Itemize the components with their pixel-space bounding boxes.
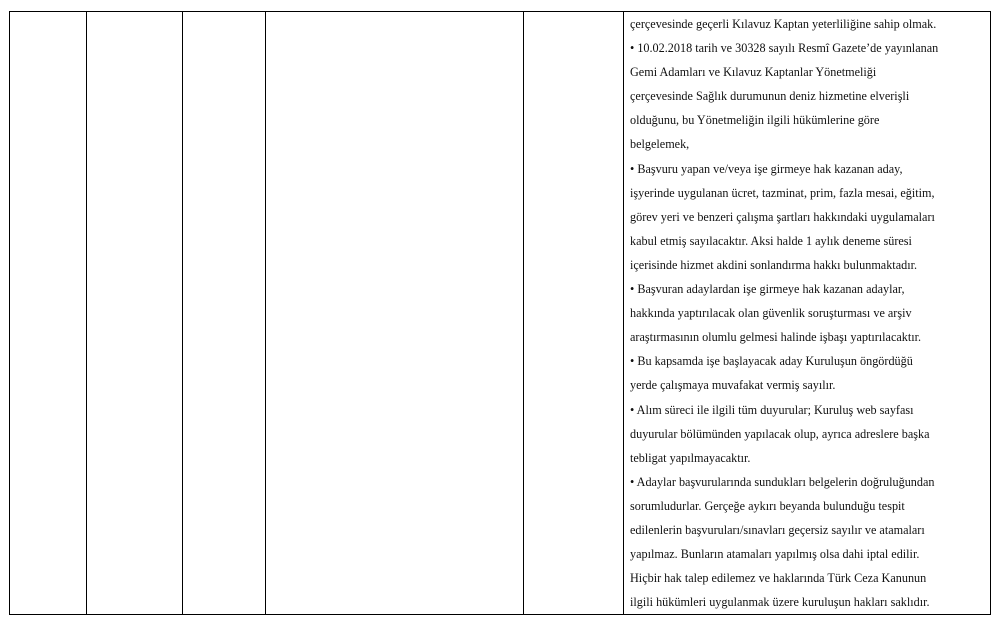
text-line: ilgili hükümleri uygulanmak üzere kuruluşun hakları saklıdır.	[630, 595, 930, 610]
text-line: • 10.02.2018 tarih ve 30328 sayılı Resmî Gazete’de yayınlanan	[630, 41, 939, 56]
text-line: içerisinde hizmet akdini sonlandırma hakkı bulunmaktadır.	[630, 257, 918, 272]
requirements-cell	[624, 12, 991, 615]
text-line: belgelemek,	[630, 137, 690, 152]
text-line: görev yeri ve benzeri çalışma şartları hakkındaki uygulamaları	[630, 209, 935, 224]
text-line: yerde çalışmaya muvafakat vermiş sayılır.	[630, 378, 836, 393]
empty-cell-2	[87, 12, 183, 615]
text-line: işyerinde uygulanan ücret, tazminat, prim, fazla mesai, eğitim,	[630, 185, 935, 200]
empty-cell-1	[10, 12, 87, 615]
text-line: araştırmasının olumlu gelmesi halinde işbaşı yaptırılacaktır.	[630, 330, 922, 345]
empty-cell-3	[183, 12, 266, 615]
text-line: hakkında yaptırılacak olan güvenlik soruşturması ve arşiv	[630, 306, 912, 321]
text-line: tebligat yapılmayacaktır.	[630, 450, 751, 465]
requirements-text	[630, 12, 990, 614]
text-line: duyurular bölümünden yapılacak olup, ayrıca adreslere başka	[630, 426, 930, 441]
text-line: yapılmaz. Bunların atamaları yapılmış olsa dahi iptal edilir.	[630, 547, 920, 562]
text-line: • Alım süreci ile ilgili tüm duyurular; Kuruluş web sayfası	[630, 402, 914, 417]
text-line: Hiçbir hak talep edilemez ve haklarında Türk Ceza Kanunun	[630, 571, 927, 586]
text-line: kabul etmiş sayılacaktır. Aksi halde 1 aylık deneme süresi	[630, 233, 912, 248]
text-line: olduğunu, bu Yönetmeliğin ilgili hükümlerine göre	[630, 113, 880, 128]
text-line: • Başvuru yapan ve/veya işe girmeye hak kazanan aday,	[630, 161, 903, 176]
text-line: Gemi Adamları ve Kılavuz Kaptanlar Yönetmeliği	[630, 65, 877, 80]
text-line: edilenlerin başvuruları/sınavları geçersiz sayılır ve atamaları	[630, 522, 925, 537]
text-line: • Bu kapsamda işe başlayacak aday Kuruluşun öngördüğü	[630, 354, 913, 369]
empty-cell-5	[524, 12, 624, 615]
text-line: çerçevesinde Sağlık durumunun deniz hizmetine elverişli	[630, 89, 910, 104]
empty-cell-4	[266, 12, 524, 615]
text-line: • Başvuran adaylardan işe girmeye hak kazanan adaylar,	[630, 282, 905, 297]
text-line: sorumludurlar. Gerçeğe aykırı beyanda bulunduğu tespit	[630, 498, 905, 513]
text-line: çerçevesinde geçerli Kılavuz Kaptan yeterliliğine sahip olmak.	[630, 17, 937, 31]
text-line: • Adaylar başvurularında sundukları belgelerin doğruluğundan	[630, 474, 935, 489]
requirements-table	[9, 11, 991, 615]
table-row	[10, 12, 991, 615]
